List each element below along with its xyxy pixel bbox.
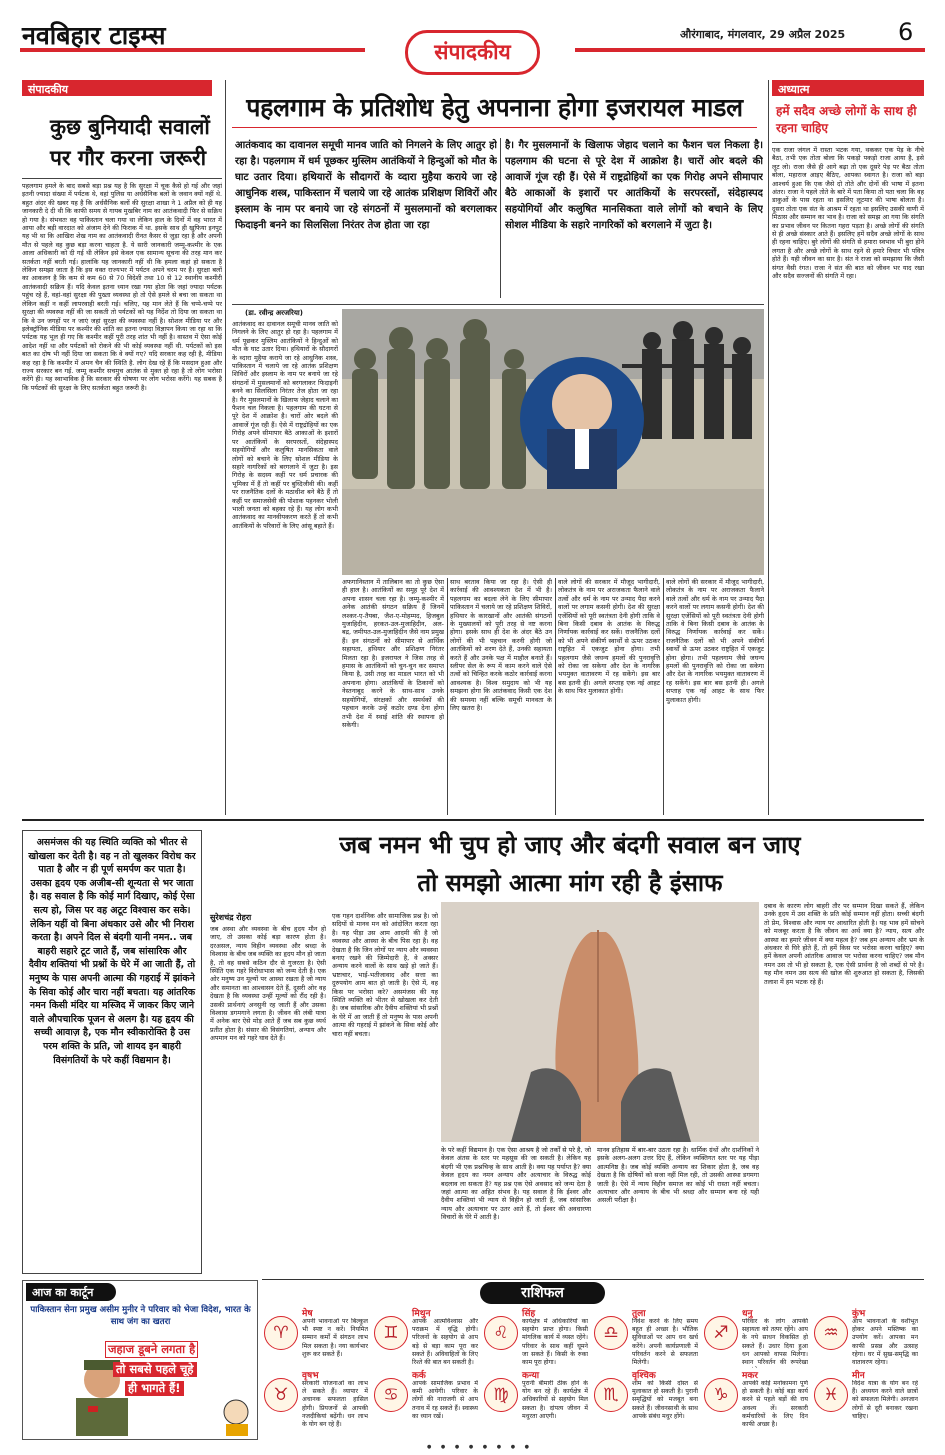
right-headline-rule (772, 142, 924, 143)
section-break-rule (22, 819, 924, 821)
rashi-name-aquarius: कुंभ (852, 1309, 866, 1319)
taurus-icon-glyph: ♉ (273, 1385, 289, 1405)
footer-color-marks: ● ● ● ● ● ● ● ● (426, 1444, 534, 1450)
second-story-byline: सुरेशचंद्र रोहरा (210, 913, 252, 922)
rashi-text-libra: निवेश करने के लिए समय बहुत ही अच्छा है। भौतिक सुविधाओं पर आप धन खर्च करेंगे। अपनी कार्यप्रणाली में परिवर्तन करने से सफलता मिलेगी। (632, 1318, 698, 1367)
sagittarius-icon-glyph: ♐ (713, 1323, 729, 1343)
cancer-icon (374, 1378, 408, 1412)
second-story-body-col3: के परे कहीं विद्यमान है। एक ऐसा आश्रय है जो तर्कों से परे है, जो केवल अंतस के स्तर पर महसूस की जा सकती है। लेकिन यह बंदगी भी एक प्रश्नचिन्ह के साथ आती है। क्या यह पर्याप्त है? क्या केवल हृदय का नमन अन्याय और अत्याचार के विरुद्ध कोई बदलाव ला सकता है? यह प्रश्न एक ऐसे अवसाद को जन्म देता है जहां आत्मा का अहित संभव है। यह सवाल है कि ईश्वर और दैवीय शक्तियां भी न्याय से विहीन हो जाती हैं, जब सांसारिक न्याय और अत्याचार पर उतर आते हैं, तो ईश्वर की अवधारणा विचारों के घेरे में आती है। (441, 1146, 591, 1222)
speech-bubble (105, 1338, 250, 1402)
leo-icon-glyph: ♌ (493, 1323, 509, 1343)
taurus-icon (264, 1378, 298, 1412)
aries-icon (264, 1316, 298, 1350)
virgo-icon (484, 1378, 518, 1412)
editorial-col-divider-4 (663, 578, 664, 815)
second-story-body-col1: जब अस्था और व्यवस्था के बीच हृदय मौन हो जाए, तो उसका कोई बड़ा कारण होता है। दरअसल, न्याय विहीन व्यवस्था और श्रध्दा के विश्वास के बीच जब व्यक्ति का हृदय मौन हो जाता है, तो वह सबसे कठिन दौर से गुजरता है। ऐसी स्थिति एक गहरे विरोधाभास को जन्म देती है। एक ओर मनुष्य उन मूल्यों पर आस्था रखता है जो न्याय और समानता का आश्वासन देते हैं, दूसरी ओर वह देखता है कि व्यवस्था उन्हीं मूल्यों को रौंद रही है। उसकी प्रार्थनाएं अनसुनी रह जाती हैं और उसका विश्वास डगमगाने लगता है। जीवन की लंबी यात्रा में अनेक बार ऐसे मोड़ आते हैं जब सब कुछ व्यर्थ प्रतीत होता है। संसार की विसंगतियां, अन्याय और अपमान मन को गहरे घाव देते हैं। (210, 925, 326, 1043)
aquarius-icon (814, 1316, 848, 1350)
editorial-col-divider-3 (555, 578, 556, 815)
rashi-text-capricorn: आपकी कोई मनोकामना पूर्ण हो सकती है। कोई बड़ा कार्य करने से पहले बड़ों की राय अवश्य लें। सरकारी कर्मचारियों के लिए दिन काफी अच्छा है। (742, 1380, 808, 1429)
rashi-name-gemini: मिथुन (412, 1309, 431, 1319)
pullquote-box (22, 830, 202, 1274)
editorial-photo (342, 309, 764, 575)
rashi-text-sagittarius: परिवार के लोग आपकी सहायता को तत्पर रहेंगे। आय के नये साधन विकसित हो सकते हैं। उधार दिया हुआ धन आपको वापस मिलेगा। स्थान परिवर्तन की रूपरेखा (742, 1318, 808, 1367)
right-column-label: अध्यात्म (772, 80, 924, 96)
cartoon-label: आज का कार्टून (26, 1283, 116, 1301)
speech-line-1: जहाज डूबने लगता है (105, 1341, 198, 1358)
left-headline-rule (22, 178, 222, 179)
scorpio-icon (594, 1378, 628, 1412)
left-column-body: पहलगाम हमले के बाद सबसे बड़ा प्रश्न यह है कि सुरक्षा में चूक कैसे हो गई और जहां इतनी ज्यादा संख्या में पर्यटक थे, वहां पुलिस या अर्धसैनिक बलों के जवान क्यों नहीं थे. बहुत अंदर की खबर यह है कि अर्धसैनिक बलों की सुरक्षा शाखा ने 1 अप्रैल को ही यह जानकारी दे दी थी कि काफी समय से गायब मुखबिर नाम का आतंकवादी फिर से सक्रिय हो गया है। संभवतः वह पाकिस्तान चला गया था लेकिन हाल के दिनों में वह भारत में आया और बड़ी वारदात को अंजाम देने की फिराक में था. इसके साथ ही खुफिया इनपुट यह भी था कि आखिरा शेख नाम का आतंकवादी रीनत कैसर से जुड़ा रहा है और अपनी मौत से पहले वह कुछ बड़ा करना चाहता है. ये सारी जानकारी जम्मू-कश्मीर के एक आला अधिकारी को दी गई थी लेकिन इसे केवल एक सामान्य सूचना की तरह मान कर सतर्कता नहीं बरती गई। हालांकि यह जानकारी नहीं थी कि हमला कहां हो सकता है लेकिन समझा जाता है कि इस वक्त राज्यभर में पर्यटन अपने चरम पर है। सुरक्षा बलों का आकलन है कि कम से कम 60 से 70 विदेशी तथा 10 से 12 स्थानीय कश्मीरी आतंकवादी सक्रिय हैं। यदि केवल इतना ध्यान रखा गया होता कि जहां ज्यादा पर्यटक पहुंच रहे हैं, वहां-वहां सुरक्षा की पुख्ता व्यवस्था हो तो ऐसे हमले से बचा जा सकता था लेकिन कहीं न कहीं लापरवाही बरती गई। चलिए, यह मान लेते हैं कि चप्पे-चप्पे पर सुरक्षा की व्यवस्था नहीं की जा सकती तो पर्यटकों को यह निर्देश तो दिया जा सकता था कि वे उन जगहों पर न जाएं जहां सुरक्षा की व्यवस्था नहीं है। सोशल मीडिया पर और इलेक्ट्रॉनिक मीडिया पर कश्मीर की शांति का इतना ज्यादा विज्ञापन किया जा रहा था कि पर्यटक यह भूल ही गए कि कश्मीर कहीं पूरी तरह शांत भी नहीं है। वास्तव में ऐसा कोई आदेश नहीं था और पर्यटकों को रोकने की भी कोई व्यवस्था नहीं थी. पर्यटकों को इस बात का दोष भी नहीं दिया जा सकता कि वे क्यों गए? यदि सरकार कह रही है, मीडिया कह रहा है कि कश्मीर में अमन चैन की स्थिति है. लोग देख रहे हैं कि मसदान हुआ और राज्य सरकार बन गई. जम्मू कश्मीर सचमुच आतंक से मुक्त हो रहा है तो लोग भरोसा करेंगे ही। यह स्वाभाविक है कि सरकार की घोषणा पर लोग भरोसा करेंगे। यह सबक है कि पर्यटकों की सुरक्षा के लिए सतर्कता बहुत जरूरी है। (22, 182, 222, 392)
leo-icon (484, 1316, 518, 1350)
scorpio-icon-glyph: ♏ (603, 1385, 619, 1405)
cancer-icon-glyph: ♋ (383, 1385, 399, 1405)
editorial-body-col1: आतंकवाद का दावानल समूची मानव जाति को निगलने के लिए आतुर हो रहा है। पहलगाम में धर्म पूछकर मुस्लिम आतंकियों ने हिन्दुओं को मौत के घाट उतार दिया। हथियारों के सौदागरों के व्दारा मुहैया कराये जा रहे आधुनिक शस्त्र, पाकिस्तान में चलाये जा रहे आतंक प्रशिक्षण शिविरों और इस्लाम के नाम पर बनाये जा रहे संगठनों में मुसलमानों को बरगलाकर फिदाइनी बनने का सिलसिला निरंतर तेज होता जा रहा है। गैर मुसलमानों के खिलाफ जेहाद चलाने का फैशन चल निकला है। पहलगाम की घटना से पूरे देश में आक्रोश है। चारों ओर बदले की आवाजें गूंज रही हैं। ऐसे में राष्ट्रद्रोहियों का एक गिरोह अपने सीमापार बैठे आकाओं के इशारों पर आतंकियों के सरपरस्तों, संदेहास्पद सहयोगियों और कलुषित मानसिकता वाले लोगों को बचाने के लिए सोशल मीडिया के सहारे नागरिकों को बरगलाने में जुटा है। इस गिरोह के सदस्य कहीं पर धर्म प्रचारक की भूमिका में हैं तो कहीं पर बुध्दिजीवी की। कहीं पर राजनैतिक दलों के मठाधीश बने बैठे हैं तो कहीं पर समाजसेवी की पोशाक पहनकर भोली भाली जनता को बहका रहे हैं। यह लोग कभी आतंकवाद का मानवीयकरण करते हैं तो कभी आतंकियों के परिवारों के लिए आंसू बहाते हैं। (232, 320, 338, 530)
editorial-body-col2: अफगानिस्तान में तालिबान का तो कुछ ऐसा ही हाल है। आतंकियों का समूह पूरे देश में अपना शासन चला रहा है। जम्मू-कश्मीर में अनेक आतंकी संगठन सक्रिय हैं जिनमें लश्कर-ए-तैयबा, जैश-ए-मोहम्मद, हिजबुल मुजाहिदीन, हरकत-उल-मुजाहिदीन, अल-बद्र, जमीयत-उल-मुजाहिदीन जैसे नाम प्रमुख हैं। इन संगठनों को सीमापार से आर्थिक सहायता, हथियार और प्रशिक्षण निरंतर मिलता रहा है। इजरायल ने जिस तरह से हमास के आतंकियों को चुन-चुन कर समाप्त किया है, उसी तरह का माडल भारत को भी अपनाना होगा। आतंकियों के ठिकानों को नेस्तनाबूद करने के साथ-साथ उनके सहयोगियों, संरक्षकों और समर्थकों की पहचान करके उन्हें कठोर दण्ड देना होगा तभी देश में स्थाई शांति की स्थापना हो सकेगी। (342, 578, 444, 729)
soldiers-and-militants-illustration (342, 309, 764, 575)
capricorn-icon (704, 1378, 738, 1412)
rashifal-title: राशिफल (480, 1282, 605, 1304)
intro-divider (500, 138, 501, 298)
rashi-text-virgo: पुरानी बीमारी ठीक होने के योग बन रहे हैं। कार्यक्षेत्र में अधिकारियों से सहयोग मिल सकता है। दांपत्य जीवन में मधुरता आएगी। (522, 1380, 588, 1420)
rashi-name-pisces: मीन (852, 1371, 865, 1381)
second-story-headline-2: तो समझो आत्मा मांग रही है इंसाफ (417, 869, 723, 897)
capricorn-icon-glyph: ♑ (713, 1385, 729, 1405)
editorial-col-divider-2 (447, 578, 448, 815)
rashi-text-aries: अपनी भावनाओं पर बिल्कुल भी स्पष्ट न करें। नियमित सम्मान कर्मों में संगठन लाभ मिल सकता है। नया कार्यभार शुरू कर सकते हैं। (302, 1318, 368, 1358)
right-column-body: एक राजा जंगल में रास्ता भटक गया, थककर एक पेड़ के नीचे बैठा, तभी एक तोता बोला कि पकड़ो पकड़ो राजा आया है, इसे लूट लो। राजा जैसे ही आगे बढ़ा तो एक दूसरे पेड़ पर बैठा तोता बोला, महाराज आइए बैठिए, आपका स्वागत है। राजा को बड़ा आश्चर्य हुआ कि एक जैसे दो तोते और दोनों की भाषा में इतना अंतर। राजा ने पहले तोते के बारे में पता किया तो पता चला कि वह डाकुओं के पास रहता था इसलिए लूटमार की भाषा बोलता है। दूसरा तोता एक संत के आश्रम में रहता था इसलिए उसकी वाणी में मिठास और सम्मान का भाव है। राजा को समझ आ गया कि संगति का प्रभाव जीवन पर कितना गहरा पड़ता है। अच्छे लोगों की संगति से ही अच्छे संस्कार आते हैं। इसलिए हमें सदैव अच्छे लोगों के साथ ही रहना चाहिए। बुरे लोगों की संगति से हमारा स्वभाव भी बुरा होने लगता है और अच्छे लोगों के साथ रहने से हमारे विचार भी पवित्र होते हैं। यही जीवन का सार है। संत ने राजा को समझाया कि जैसी संगत वैसी रंगत। राजा ने संत की बात को जीवन भर याद रखा और सदैव सज्जनों की संगति में रहा। (772, 146, 924, 281)
rashi-text-cancer: आपके सामाजिक प्रभाव में कमी आयेगी। परिवार के लोगों की नाराजगी से आप तनाव में रह सकते हैं। स्वास्थ्य का ध्यान रखें। (412, 1380, 478, 1420)
intro-bottom-rule (232, 304, 764, 305)
second-story-body-col5: दबाव के कारण लोग बाहरी तौर पर सम्मान दिखा सकते हैं, लेकिन उनके हृदय में उस शक्ति के प्रति कोई सम्मान नहीं होता। सच्ची बंदगी तो प्रेम, विश्वास और न्याय पर आधारित होती है। यह भाव हमें सोचने को मजबूर करता है कि जीवन का अर्थ क्या है? न्याय, सत्य और आस्था का हमारे जीवन में क्या महत्व है? जब हम अन्याय और भ्रम के अंधकार से घिरे होते हैं, तो हमें किस पर भरोसा करना चाहिए? क्या हमें केवल अपनी आंतरिक आवाज पर भरोसा करना चाहिए? जब मौन नमन उस तो भी हो सकता है, एक ऐसी प्रार्थना है जो शब्दों से परे है। यह मौन नमन उस सत्य की खोज की शुरुआत हो सकता है, जिसकी तलाश में हम भटक रहे हैं। (764, 902, 924, 986)
editorial-body-col5: वाले लोगों की सरकार में मौजूद भागीदारी, लोकतंत्र के नाम पर अराजकता फैलाने वाले तत्वों और धर्म के नाम पर उन्माद पैदा करने वालों पर लगाम कसनी होगी। देश की सुरक्षा एजेंसियों को पूरी स्वतंत्रता देनी होगी ताकि वे बिना किसी दबाव के आतंक के विरुद्ध निर्णायक कार्रवाई कर सकें। राजनैतिक दलों को भी अपने संकीर्ण स्वार्थों से ऊपर उठकर राष्ट्रहित में एकजुट होना होगा। तभी पहलगाम जैसे जघन्य हमलों की पुनरावृत्ति को रोका जा सकेगा और देश के नागरिक भयमुक्त वातावरण में रह सकेंगे। इस बार बस इतनी ही। अगले सप्ताह एक नई आहट के साथ फिर मुलाकात होगी। (666, 578, 764, 704)
praying-hands-illustration (441, 902, 759, 1142)
second-story-headline-1: जब नमन भी चुप हो जाए और बंदगी सवाल बन जाए (339, 831, 801, 859)
rashi-name-capricorn: मकर (742, 1371, 758, 1381)
rashi-name-sagittarius: धनु (742, 1309, 753, 1319)
rashi-name-taurus: वृषभ (302, 1371, 319, 1381)
main-headline-rule (232, 127, 757, 128)
editorial-body-col4: वाले लोगों की सरकार में मौजूद भागीदारी, लोकतंत्र के नाम पर अराजकता फैलाने वाले तत्वों और धर्म के नाम पर उन्माद पैदा करने वालों पर लगाम कसनी होगी। देश की सुरक्षा एजेंसियों को पूरी स्वतंत्रता देनी होगी ताकि वे बिना किसी दबाव के आतंक के विरुद्ध निर्णायक कार्रवाई कर सकें। राजनैतिक दलों को भी अपने संकीर्ण स्वार्थों से ऊपर उठकर राष्ट्रहित में एकजुट होना होगा। तभी पहलगाम जैसे जघन्य हमलों की पुनरावृत्ति को रोका जा सकेगा और देश के नागरिक भयमुक्त वातावरण में रह सकेंगे। इस बार बस इतनी ही। अगले सप्ताह एक नई आहट के साथ फिर मुलाकात होगी। (558, 578, 660, 696)
rashi-name-libra: तुला (632, 1309, 646, 1319)
rashi-name-cancer: कर्क (412, 1371, 426, 1381)
libra-icon-glyph: ♎ (603, 1323, 619, 1343)
editorial-byline: (डा. रवीन्द्र अरजरिया) (245, 309, 303, 317)
right-column-divider (768, 80, 769, 815)
right-column-headline: हमें सदैव अच्छे लोगों के साथ ही रहना चाहिए (776, 104, 917, 135)
page-number: 6 (898, 18, 914, 46)
rashi-text-leo: कार्यक्षेत्र में अधिकारियों का सहयोग प्राप्त होगा। किसी मांगलिक कार्य में व्यस्त रहेंगे। परिवार के साथ कहीं घूमने जा सकते हैं। किसी के रुका काम पूरा होगा। (522, 1318, 588, 1367)
paper-name[interactable]: नवबिहार टाइम्स (22, 21, 166, 50)
pisces-icon (814, 1378, 848, 1412)
editorial-intro-col2: है। गैर मुसलमानों के खिलाफ जेहाद चलाने का फैशन चल निकला है। पहलगाम की घटना से पूरे देश में आक्रोश है। चारों ओर बदले की आवाजें गूंज रही हैं। ऐसे में राष्ट्रद्रोहियों का एक गिरोह अपने सीमापार बैठे आकाओं के इशारों पर आतंकियों के सरपरस्तों, संदेहास्पद सहयोगियों और कलुषित मानसिकता वाले लोगों को बचाने के लिए सोशल मीडिया के सहारे नागरिकों को बरगलाने में जुटा है। (505, 140, 763, 231)
rashi-text-gemini: आपके आत्मविश्वास और पराक्रम में वृद्धि होगी। परिजनों के सहयोग से आप बड़े से बड़ा काम पूरा कर सकते हैं। अविवाहितों के लिए रिश्ते की बात बन सकती है। (412, 1318, 478, 1367)
rashi-text-aquarius: आप भावनाओं के वशीभूत होकर अपने मस्तिष्क का उपयोग करें। आपका मन काफी प्रसन्न और उत्साह रहेगा। घर में सुख-समृद्धि का वातावरण रहेगा। (852, 1318, 918, 1367)
aquarius-icon-glyph: ♒ (823, 1323, 839, 1343)
praying-hands-photo (441, 902, 759, 1142)
libra-icon (594, 1316, 628, 1350)
rashi-name-aries: मेष (302, 1309, 313, 1319)
left-column-divider (225, 80, 226, 815)
speech-line-2: तो सबसे पहले चूहे (113, 1362, 197, 1377)
gemini-icon (374, 1316, 408, 1350)
rashifal-title-bar (262, 1279, 924, 1280)
editorial-body-col3: साथ बरताव किया जा रहा है। ऐसी ही कार्रवाई की आवश्यकता देश में भी है। पहलगाम का बदला लेने के लिए सीमापार पाकिस्तान में चलाये जा रहे प्रशिक्षण शिविरों, हथियार के कारखानों और आतंकी संगठनों के मुख्यालयों को पूरी तरह से नष्ट करना होगा। इसके साथ ही देश के अंदर बैठे उन लोगों की भी पहचान करनी होगी जो आतंकियों को शरण देते हैं, उनकी सहायता करते हैं और उनके पक्ष में माहौल बनाते हैं। स्लीपर सेल के रूप में काम करने वाले ऐसे तत्वों को चिन्हित करके कठोर कार्रवाई करना आवश्यक है। विश्व समुदाय को भी यह समझना होगा कि आतंकवाद किसी एक देश की समस्या नहीं बल्कि समूची मानवता के लिए खतरा है। (450, 578, 552, 713)
pisces-icon-glyph: ♓ (823, 1385, 839, 1405)
gemini-icon-glyph: ♊ (383, 1323, 399, 1343)
pullquote-text: असमंजस की यह स्थिति व्यक्ति को भीतर से खोखला कर देती है। वह न तो खुलकर विरोध कर पाता है और न ही पूर्ण समर्पण कर पाता है। उसका हृदय एक अजीब-सी शून्यता से भर जाता है। वह सवाल है कि कोई मार्ग दिखाए, कोई ऐसा सत्य हो, जिस पर वह अटूट विश्वास कर सके। लेकिन यहीं वो बिना अंधकार उसे और भी निराश करता है। अपने दिल से बंदगी यानी नमन.. जब बाहरी सहारे टूट जाते हैं, जब सांसारिक और दैवीय शक्तियां भी प्रश्नों के घेरे में आ जाती हैं, तो मनुष्य के पास अपनी आत्मा की गहराई में झांकने के सिवा कोई और चारा नहीं बचता। यह आंतरिक नमन किसी मंदिर या मस्जिद में जाकर किए जाने वाले औपचारिक पूजन से अलग है। यह हृदय की सच्ची आवाज़ है, एक मौन स्वीकारोक्ति है उस परम शक्ति के प्रति, जो शायद इन बाहरी विसंगतियों के परे कहीं विद्यमान है। (28, 837, 196, 1066)
editorial-intro-col1: आतंकवाद का दावानल समूची मानव जाति को निगलने के लिए आतुर हो रहा है। पहलगाम में धर्म पूछकर मुस्लिम आतंकियों ने हिन्दुओं को मौत के घाट उतार दिया। हथियारों के सौदागरों के व्दारा मुहैया कराये जा रहे आधुनिक शस्त्र, पाकिस्तान में चलाये जा रहे आतंक प्रशिक्षण शिविरों और इस्लाम के नाम पर बनाये जा रहे संगठनों में मुसलमानों को बरगलाकर फिदाइनी बनने का सिलसिला निरंतर तेज होता जा रहा (235, 140, 497, 231)
speech-line-3: ही भागते हैं! (125, 1381, 184, 1396)
second-story-body-col4: मानव इतिहास में बार-बार उठता रहा है। धार्मिक ग्रंथों और दार्शनिकों ने इसके अलग-अलग उत्तर दिए हैं, लेकिन व्यक्तिगत स्तर पर यह पीड़ा आत्मनिष्ठ है। जब कोई व्यक्ति अन्याय का शिकार होता है, जब वह देखता है कि दोषियों को सजा नहीं मिल रही, तो उसकी आस्था डगमगा जाती है। ऐसे में न्याय विहीन समाज का कोई भी रास्ता नहीं बचता। अत्याचार और अन्याय के बीच भी श्रध्दा और सम्मान बना रहे यही असली परीक्षा है। (597, 1146, 759, 1205)
virgo-icon-glyph: ♍ (493, 1385, 509, 1405)
section-title: संपादकीय (434, 40, 511, 64)
sagittarius-icon (704, 1316, 738, 1350)
left-column-label: संपादकीय (22, 80, 212, 96)
rashi-text-pisces: विदेश यात्रा के योग बन रहे हैं। अध्ययन करने वाले छात्रों को सफलता मिलेगी। अनजान लोगों से दूरी बनाकर रखना चाहिए। (852, 1380, 918, 1420)
cartoon-caption: पाकिस्तान सेना प्रमुख असीम मुनीर ने परिवार को भेजा विदेश, भारत के साथ जंग का खतरा (30, 1305, 251, 1327)
rashi-name-virgo: कन्या (522, 1371, 540, 1381)
section-tab (405, 30, 540, 75)
masthead-right-bar (575, 48, 925, 52)
rashi-text-scorpio: शाम को किसी दोस्त से मुलाकात हो सकती है। पुरानी समृद्धियों को मजबूत बना सकते हैं। जीवनसाथी के साथ आपके संबंध मधुर होंगे। (632, 1380, 698, 1420)
rashi-name-leo: सिंह (522, 1309, 536, 1319)
dateline: औरंगाबाद, मंगलवार, 29 अप्रैल 2025 (680, 28, 846, 41)
main-editorial-headline: पहलगाम के प्रतिशोध हेतु अपनाना होगा इजरायल माडल (246, 93, 743, 122)
rashi-text-taurus: सरकारी योजनाओं का लाभ ले सकते हैं। व्यापार में अचानक सफलता हासिल होगी। प्रियजनों से आपकी नजदीकियां बढ़ेंगी। धन लाभ के योग बन रहे हैं। (302, 1380, 368, 1429)
rashi-name-scorpio: वृश्चिक (632, 1371, 656, 1381)
masthead (0, 0, 945, 75)
second-story-body-col2: एक गहन दार्शनिक और सामाजिक प्रश्न है। जो सदियों से मानव मन को आंदोलित करता रहा है। यह पीड़ा उस आम आदमी की है जो व्यवस्था और आस्था के बीच पिस रहा है। वह देखता है कि जिन लोगों पर न्याय और व्यवस्था बनाए रखने की जिम्मेदारी है, वे अक्सर अन्याय करने वालों के साथ खड़े हो जाते हैं। भ्रष्टाचार, भाई-भतीजावाद और सत्ता का दुरुपयोग आम बात हो जाती है। ऐसे में, वह किस पर भरोसा करे? असमंजस की यह स्थिति व्यक्ति को भीतर से खोखला कर देती है। जब सांसारिक और दैवीय शक्तियां भी प्रश्नों के घेरे में आ जाती हैं तो मनुष्य के पास अपनी आत्मा की गहराई में झांकने के सिवा कोई और चारा नहीं बचता। (332, 912, 438, 1038)
left-column-headline: कुछ बुनियादी सवालों पर गौर करना जरूरी (50, 115, 210, 170)
aries-icon-glyph: ♈ (273, 1323, 289, 1343)
